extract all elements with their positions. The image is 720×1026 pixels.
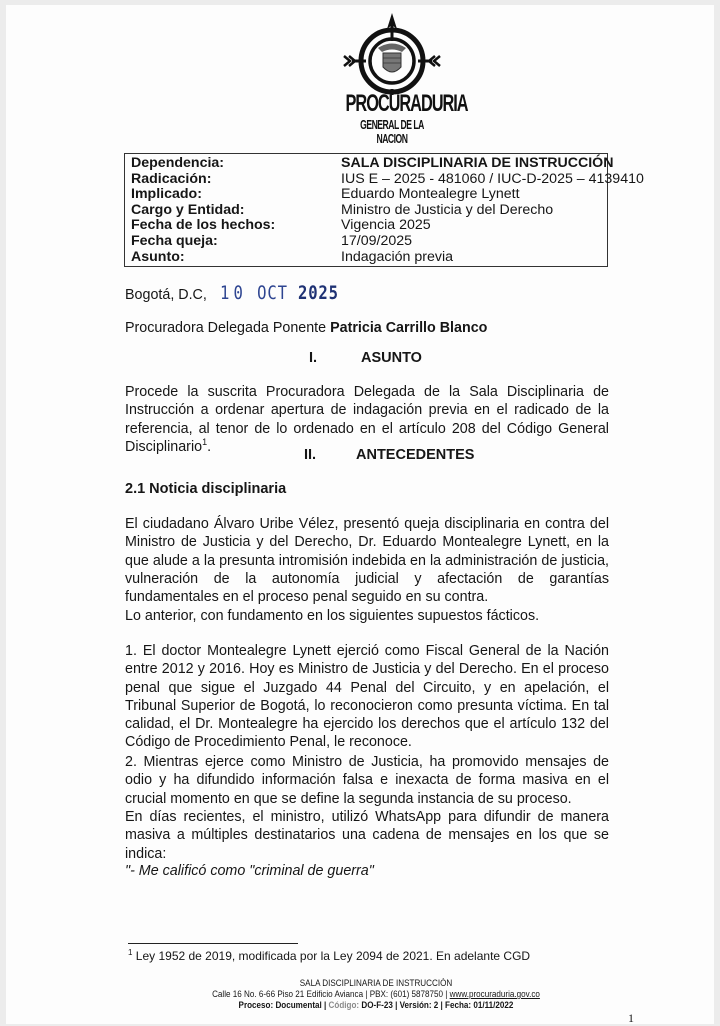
section-title: ASUNTO	[361, 350, 422, 366]
logo-subtitle: GENERAL DE LA NACION	[360, 118, 424, 147]
asunto-body: Procede la suscrita Procuradora Delegada de la Sala Disciplinaria de Instrucción a ordenar apertura de indagación previa en el radicado de la referencia, al tenor de lo ordenado en el artículo 208 del Código General Disciplinario	[125, 384, 609, 455]
info-row-fecha-hechos	[131, 218, 607, 234]
section-title: ANTECEDENTES	[356, 447, 475, 463]
section-number: I.	[309, 350, 318, 366]
logo-title: PROCURADURIA	[345, 91, 468, 118]
section-heading-antecedentes	[304, 446, 474, 464]
footer-version: DO-F-23 | Versión: 2 | Fecha: 01/11/2022	[359, 1000, 514, 1010]
antecedentes-paragraph: El ciudadano Álvaro Uribe Vélez, presentó queja disciplinaria en contra del Ministro de Justicia y del Derecho, Dr. Eduardo Montealegre Lynett, en la que alude a la presunta intromisión indebida en la administración de justicia, vulneración de la autonomía judicial y afectación de garantías fundamentales en el proceso penal seguido en su contra.	[125, 516, 609, 606]
stamp-year: 2025	[298, 282, 339, 304]
footnote-number: 1	[128, 948, 133, 957]
quote-text: "- Me calificó como "criminal de guerra"	[125, 863, 374, 879]
stamp-day: 10	[220, 282, 247, 304]
footnote	[128, 949, 530, 963]
info-label: Dependencia:	[131, 155, 225, 171]
info-row-radicacion	[131, 170, 644, 188]
antecedentes-paragraph: En días recientes, el ministro, utilizó WhatsApp para difundir de manera masiva a múltiples destinatarios una cadena de mensajes en los que se indica:	[125, 809, 609, 862]
info-value: Ministro de Justicia y del Derecho	[341, 201, 554, 218]
info-row-cargo	[131, 203, 607, 219]
footer-address	[201, 989, 551, 1000]
info-label: Radicación:	[131, 170, 212, 187]
footnote-ref: 1	[202, 437, 208, 448]
footer-office: SALA DISCIPLINARIA DE INSTRUCCIÓN	[299, 978, 453, 988]
info-row-fecha-queja	[131, 234, 607, 250]
antecedentes-paragraph: 1. El doctor Montealegre Lynett ejerció como Fiscal General de la Nación entre 2012 y 2016. Hoy es Ministro de Justicia y del Derecho. En el proceso penal que sigue el Juzgado 44 Penal del Circuito, y en apelación, el Tribunal Superior de Bogotá, lo reconocieron como presunta víctima. En tal calidad, el Dr. Montealegre ha ejercido los derechos que el artículo 132 del Código de Procedimiento Penal, le reconoce.	[125, 643, 609, 751]
info-label: Asunto:	[131, 248, 185, 265]
info-label: Fecha queja:	[131, 232, 218, 249]
info-value: 17/09/2025	[341, 232, 413, 249]
info-value: Eduardo Montealegre Lynett	[341, 186, 520, 203]
subsection-heading: 2.1 Noticia disciplinaria	[125, 481, 287, 497]
antecedentes-paragraph: Lo anterior, con fundamento en los siguientes supuestos fácticos.	[125, 608, 540, 624]
document-page	[6, 5, 714, 1024]
ponente-line	[125, 319, 609, 337]
info-label: Fecha de los hechos:	[131, 217, 276, 234]
info-label: Implicado:	[131, 186, 202, 203]
ponente-prefix: Procuradora Delegada Ponente	[125, 320, 331, 336]
ponente-name: Patricia Carrillo Blanco	[330, 320, 488, 336]
place-label: Bogotá, D.C,	[125, 287, 207, 303]
asunto-body-end: .	[207, 438, 212, 455]
info-value: IUS E – 2025 - 481060 / IUC-D-2025 – 4139410	[341, 170, 644, 187]
procuraduria-logo	[338, 11, 468, 147]
info-row-dependencia	[131, 155, 614, 172]
footnote-divider	[128, 943, 298, 944]
info-value: SALA DISCIPLINARIA DE INSTRUCCIÓN	[341, 155, 614, 171]
case-info-box	[124, 153, 644, 267]
footer-code-label: Código:	[328, 1000, 360, 1010]
info-label: Cargo y Entidad:	[131, 201, 245, 218]
info-row-asunto	[131, 250, 607, 266]
date-stamp	[220, 282, 339, 304]
stamp-month: OCT	[257, 282, 288, 304]
footer-process: Proceso: Documental |	[238, 1000, 329, 1010]
footer-process-info	[201, 1000, 551, 1011]
info-row-implicado	[131, 187, 607, 203]
info-value: Vigencia 2025	[341, 217, 431, 234]
footnote-text: Ley 1952 de 2019, modificada por la Ley 2094 de 2021. En adelante CGD	[132, 949, 531, 963]
footer-website-link[interactable]: www.procuraduria.gov.co	[449, 989, 540, 999]
page-number: 1	[628, 1011, 634, 1025]
info-value: Indagación previa	[341, 248, 454, 265]
footer-address-text: Calle 16 No. 6-66 Piso 21 Edificio Avianca | PBX: (601) 5878750 |	[212, 989, 450, 999]
section-heading-asunto	[309, 349, 422, 367]
antecedentes-paragraph: 2. Mientras ejerce como Ministro de Justicia, ha promovido mensajes de odio y ha difundido información falsa e inexacta de forma masiva en el crucial momento en que se define la segunda instancia de su proceso.	[125, 754, 609, 807]
section-number: II.	[304, 447, 317, 463]
crosshair-emblem-icon	[338, 11, 446, 95]
